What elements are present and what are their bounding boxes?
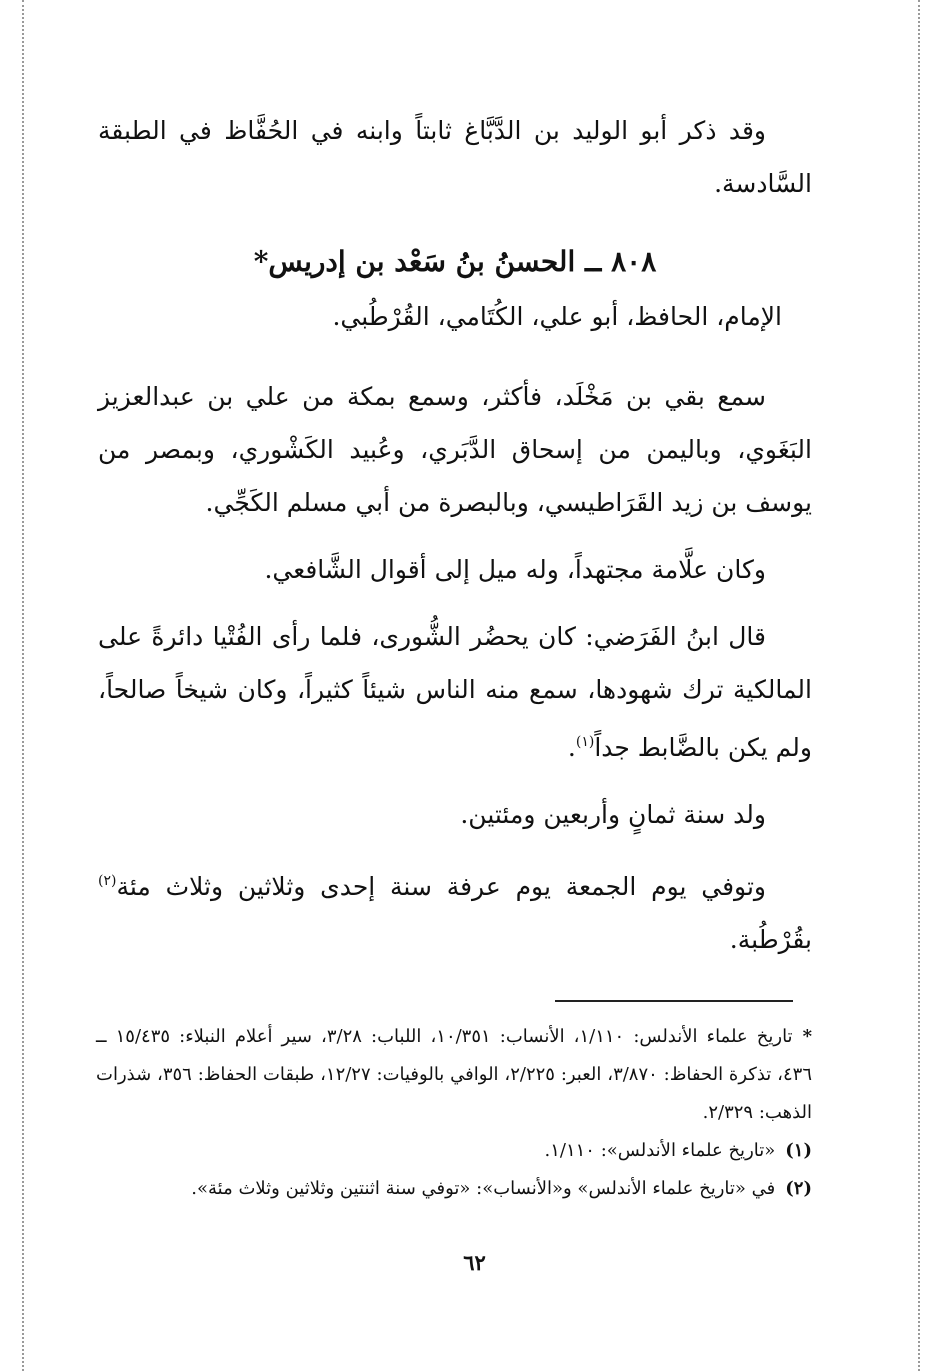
footnote-marker: * <box>802 1026 812 1047</box>
spacer <box>98 596 812 610</box>
footnote-2 <box>96 1170 812 1208</box>
footnote-separator <box>555 1000 793 1002</box>
birth-paragraph: ولد سنة ثمانٍ وأربعين ومئتين. <box>460 800 766 829</box>
ibn-faradi-end: . <box>567 733 576 762</box>
death-paragraph <box>98 855 812 966</box>
footnote-1 <box>96 1132 812 1170</box>
entry-heading <box>98 232 812 292</box>
ibn-faradi-text: قال ابنُ الفَرَضي: كان يحضُر الشُّورى، فلما رأى الفُتْيا دائرةً على المالكية ترك شهودها، سمع منه الناس شيئاً كثيراً، وكان شيخاً صالحاً، ولم يكن بالضَّابط جداً <box>98 622 812 762</box>
scan-edge-left <box>22 0 24 1371</box>
footnote-marker: (٢) <box>785 1178 812 1199</box>
entry-heading-marker: * <box>253 245 269 278</box>
spacer <box>98 529 812 543</box>
spacer <box>98 210 812 232</box>
intro-paragraph: وقد ذكر أبو الوليد بن الدَّبَّاغ ثابتاً وابنه في الحُفَّاظ في الطبقة السَّادسة. <box>98 116 812 198</box>
page-number: ٦٢ <box>463 1250 486 1275</box>
ibn-faradi-paragraph <box>98 610 812 774</box>
scan-edge-right <box>918 0 920 1371</box>
footnote-marker: (١) <box>785 1140 812 1161</box>
spacer <box>98 774 812 788</box>
footnote-text: تاريخ علماء الأندلس: ١/١١٠، الأنساب: ١٠/٣٥١، اللباب: ٣/٢٨، سير أعلام النبلاء: ١٥/٤٣٥ ــ ٤٣٦، تذكرة الحفاظ: ٣/٨٧٠، العبر: ٢/٢٢٥، الوافي بالوفيات: ١٢/٢٧، طبقات الحفاظ: ٣٥٦، شذرات الذهب: ٢/٣٢٩. <box>96 1026 812 1123</box>
teachers-paragraph: سمع بقي بن مَخْلَد، فأكثر، وسمع بمكة من علي بن عبدالعزيز البَغَوي، وباليمن من إسحاق الدَّبَري، وعُبيد الكَشْوري، وبمصر من يوسف بن زيد القَرَاطيسي، وبالبصرة من أبي مسلم الكَجِّي. <box>98 382 812 517</box>
entry-heading-text: ٨٠٨ ــ الحسنُ بنُ سَعْد بن إدريس <box>268 245 657 278</box>
page-body <box>98 104 812 966</box>
footnote-text: في «تاريخ علماء الأندلس» و«الأنساب»: «توفي سنة اثنتين وثلاثين وثلاث مئة». <box>191 1178 776 1199</box>
death-place: بقُرْطُبة. <box>729 925 812 954</box>
spacer <box>98 342 812 370</box>
footnotes <box>96 1018 812 1208</box>
footnote-sources <box>96 1018 812 1132</box>
footnote-ref-2[interactable]: (٢) <box>98 873 117 889</box>
death-text: وتوفي يوم الجمعة يوم عرفة سنة إحدى وثلاثين وثلاث مئة <box>116 872 766 901</box>
footnote-ref-1[interactable]: (١) <box>575 734 595 750</box>
epithets-line: الإمام، الحافظ، أبو علي، الكُتَامي، القُرْطُبي. <box>332 302 782 331</box>
madhhab-paragraph: وكان علَّامة مجتهداً، وله ميل إلى أقوال الشَّافعي. <box>264 555 766 584</box>
footnote-text: «تاريخ علماء الأندلس»: ١/١١٠. <box>544 1140 776 1161</box>
spacer <box>98 841 812 855</box>
